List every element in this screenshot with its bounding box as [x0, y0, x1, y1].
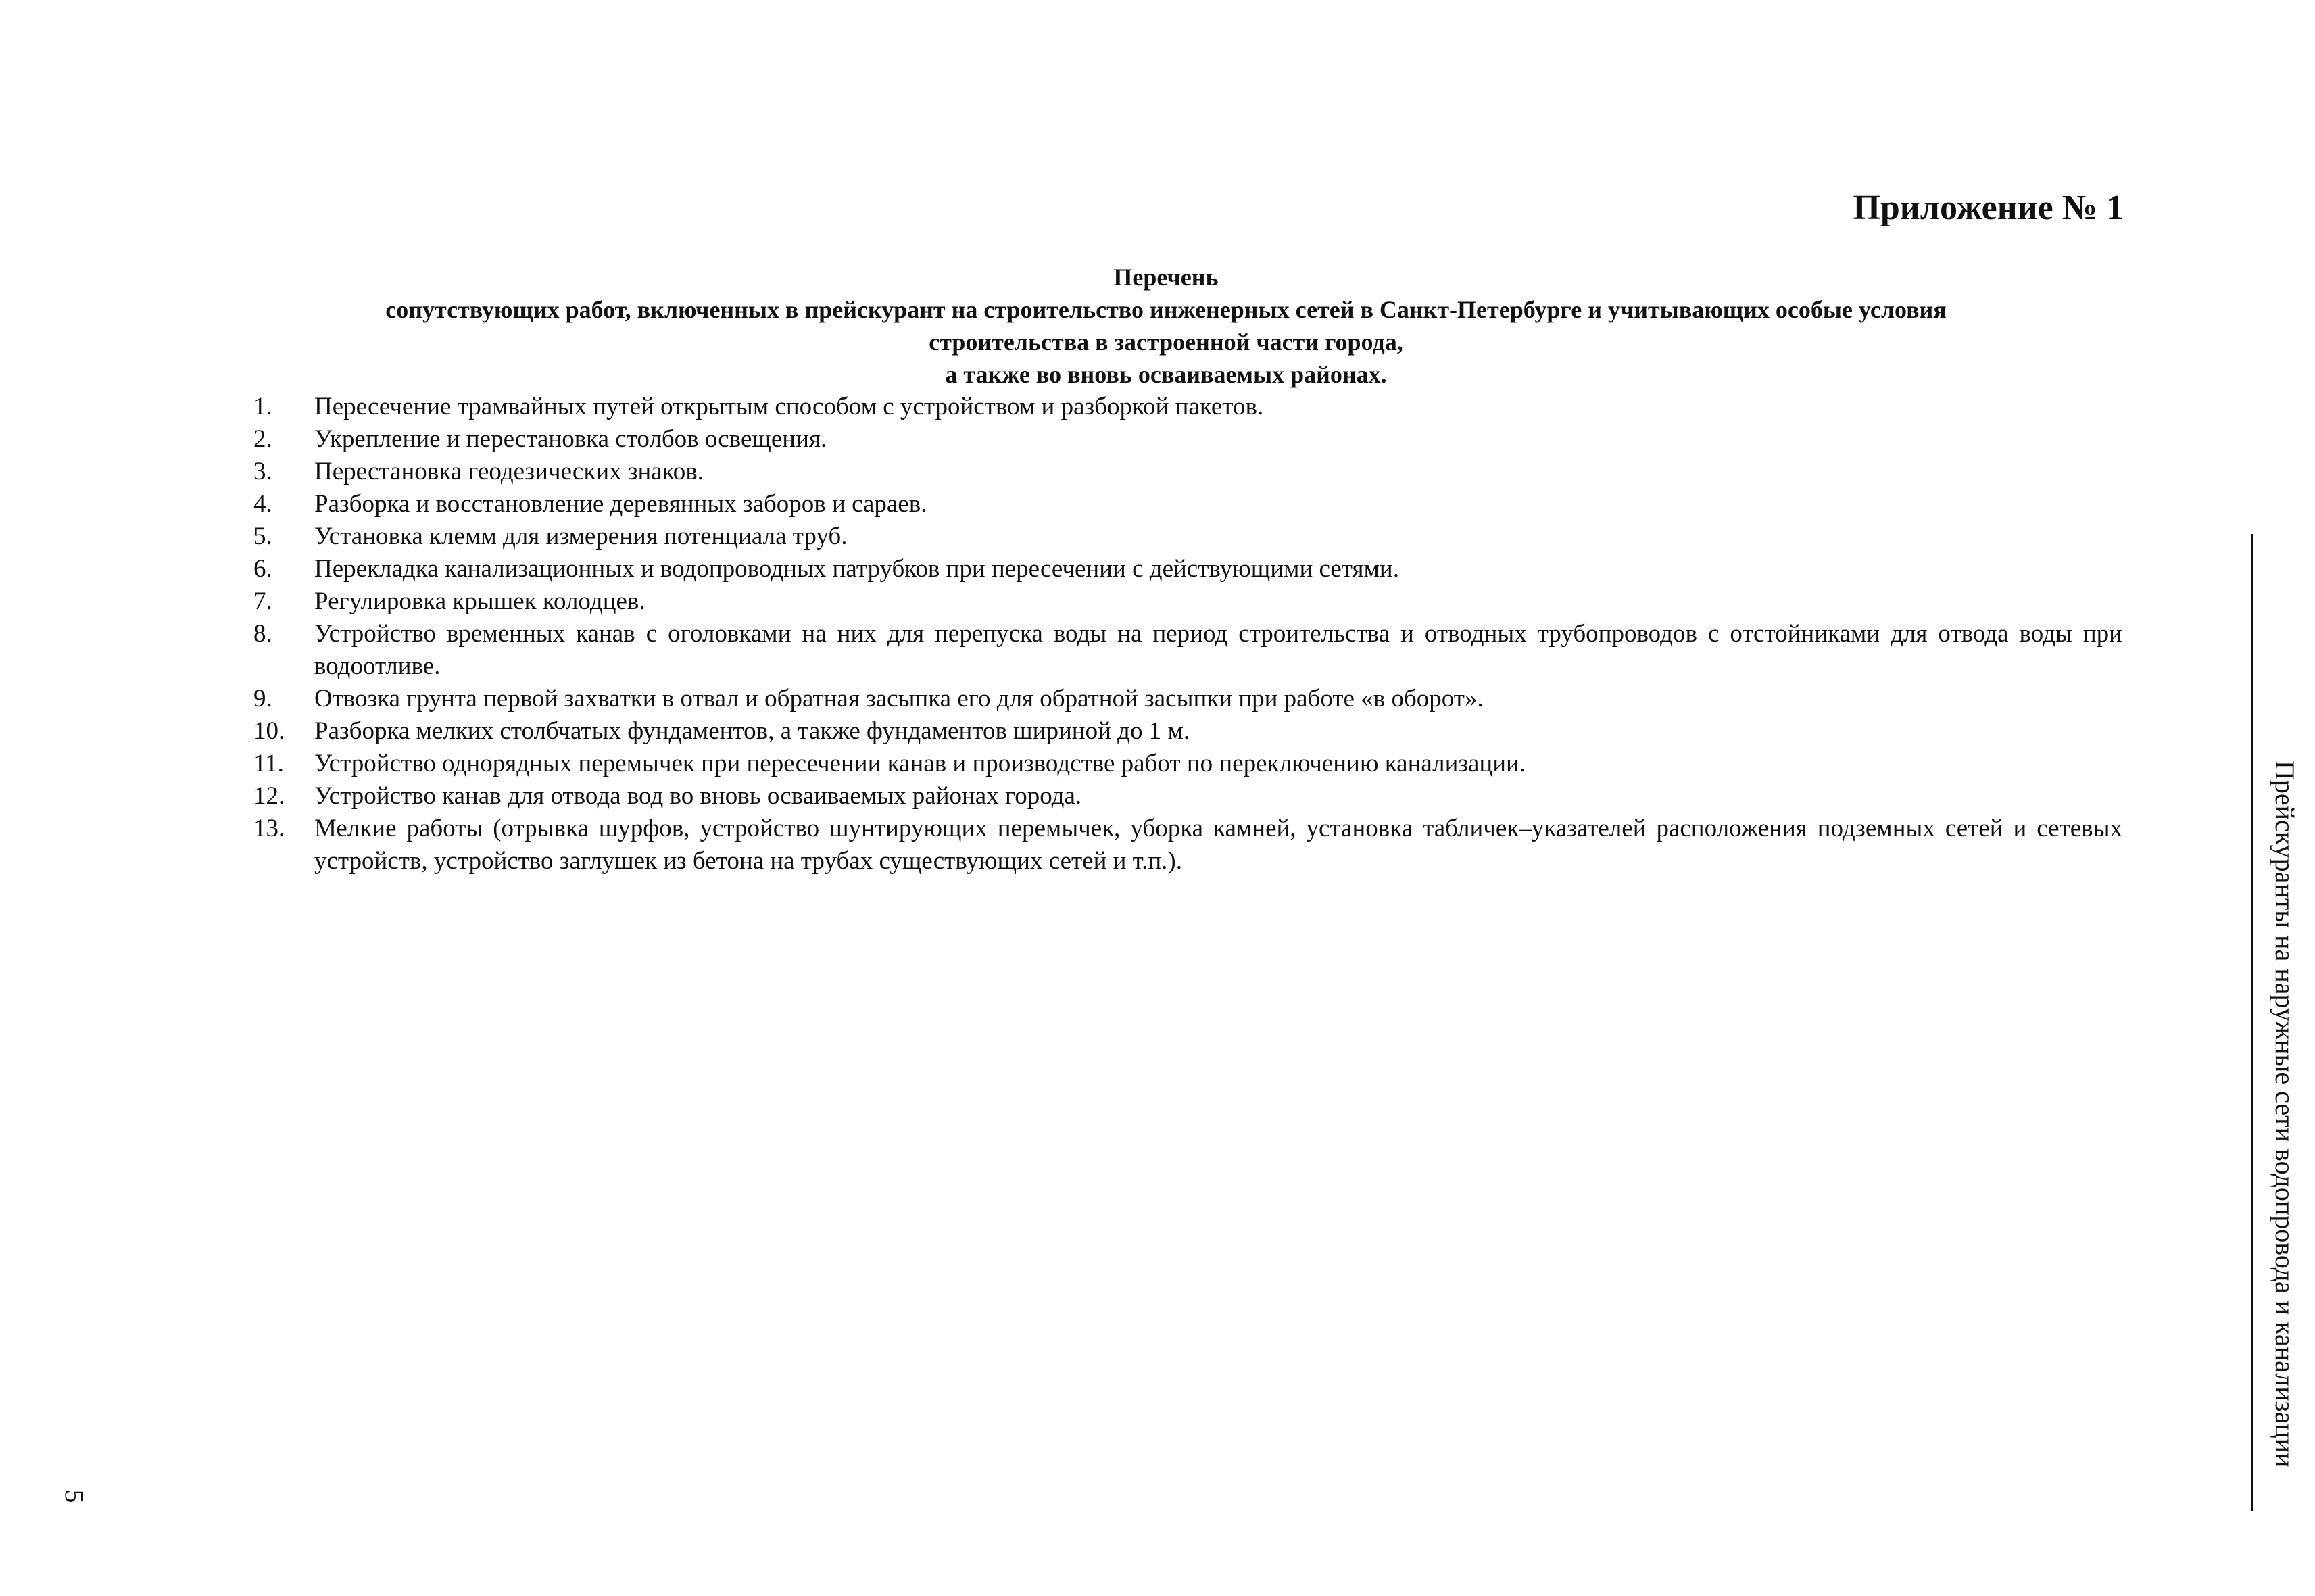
- item-number: 11.: [253, 750, 284, 777]
- item-number: 8.: [253, 620, 272, 648]
- item-number: 5.: [253, 523, 272, 550]
- item-number: 9.: [253, 685, 272, 712]
- item-text: Устройство однорядных перемычек при пересечении канав и производстве работ по переключению канализации.: [314, 750, 1526, 777]
- list-heading-title: Перечень: [1113, 264, 1219, 291]
- item-number: 13.: [253, 815, 285, 842]
- list-item: [253, 488, 2122, 521]
- item-number: 12.: [253, 782, 285, 810]
- item-number: 7.: [253, 587, 272, 615]
- item-text: Пересечение трамвайных путей открытым способом с устройством и разборкой пакетов.: [314, 393, 1264, 420]
- item-text: Отвозка грунта первой захватки в отвал и обратная засыпка его для обратной засыпки при работе «в оборот».: [314, 685, 1484, 712]
- list-heading-line-4: а также во вновь осваиваемых районах.: [945, 361, 1387, 388]
- item-number: 1.: [253, 393, 272, 420]
- list-item: [253, 780, 2122, 813]
- list-item: [253, 715, 2122, 748]
- item-text: Перекладка канализационных и водопроводных патрубков при пересечении с действующими сетями.: [314, 555, 1399, 583]
- list-item: [253, 423, 2122, 456]
- side-running-title: Прейскуранты на наружные сети водопровода и канализации: [2270, 760, 2300, 1468]
- list-item: [253, 391, 2122, 423]
- item-text: Разборка мелких столбчатых фундаментов, а также фундаментов шириной до 1 м.: [314, 717, 1190, 745]
- item-number: 10.: [253, 717, 285, 745]
- item-text: Устройство временных канав с оголовками на них для перепуска воды на период строительства и отводных трубопроводов с отстойниками для отвода воды при водоотливе.: [314, 620, 2122, 680]
- item-text: Регулировка крышек колодцев.: [314, 587, 645, 615]
- item-text: Перестановка геодезических знаков.: [314, 458, 704, 485]
- appendix-title: Приложение № 1: [1853, 189, 2124, 227]
- list-item: [253, 456, 2122, 488]
- list-heading-line-3: строительства в застроенной части города,: [929, 329, 1403, 356]
- item-number: 2.: [253, 425, 272, 453]
- list-item: [253, 813, 2122, 877]
- item-text: Укрепление и перестановка столбов освещения.: [314, 425, 827, 453]
- list-item: [253, 683, 2122, 715]
- item-number: 4.: [253, 490, 272, 518]
- item-text: Разборка и восстановление деревянных заборов и сараев.: [314, 490, 927, 518]
- list-item: [253, 748, 2122, 780]
- page-number: 5: [59, 1489, 90, 1503]
- list-heading-line-2: сопутствующих работ, включенных в прейскурант на строительство инженерных сетей в Санкт-Петербурге и учитывающих особые условия: [385, 296, 1947, 323]
- list-item: [253, 553, 2122, 585]
- list-item: [253, 618, 2122, 683]
- item-number: 3.: [253, 458, 272, 485]
- list-item: [253, 521, 2122, 553]
- item-number: 6.: [253, 555, 272, 583]
- works-list: [253, 391, 2122, 877]
- list-item: [253, 585, 2122, 618]
- item-text: Мелкие работы (отрывка шурфов, устройство шунтирующих перемычек, уборка камней, установка табличек–указателей расположения подземных сетей и сетевых устройств, устройство заглушек из бетона на трубах существующих сетей и т.п.).: [314, 815, 2122, 875]
- side-divider-line: [2251, 534, 2253, 1511]
- item-text: Установка клемм для измерения потенциала труб.: [314, 523, 848, 550]
- item-text: Устройство канав для отвода вод во вновь осваиваемых районах города.: [314, 782, 1082, 810]
